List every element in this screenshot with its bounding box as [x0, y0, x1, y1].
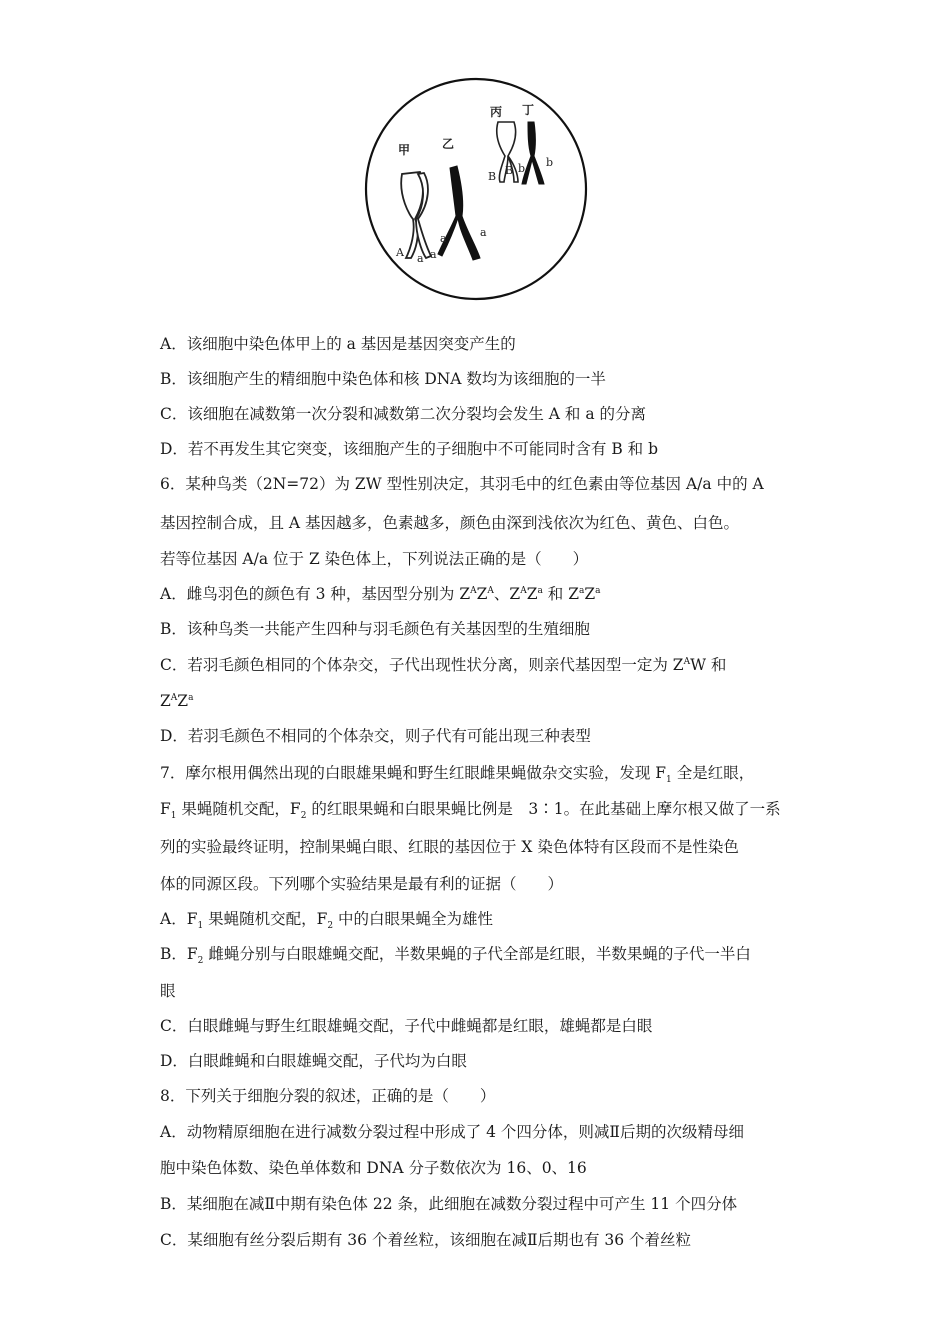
q7-option-b-1: B．$F_2$ 雌蝇分别与白眼雄蝇交配，半数果蝇的子代全部是红眼，半数果蝇的子代一半白	[160, 945, 751, 966]
label-yi: 乙	[442, 137, 455, 151]
gene-b-1: b	[518, 162, 526, 175]
q6-option-c-2: $Z^AZ^a$	[160, 692, 194, 710]
q6-stem-2: 基因控制合成，且 A 基因越多，色素越多，颜色由深到浅依次为红色、黄色、白色。	[160, 514, 740, 532]
q6-option-d: D．若羽毛颜色不相同的个体杂交，则子代有可能出现三种表型	[160, 727, 591, 745]
gene-a-yi: a	[440, 232, 447, 245]
label-bing: 丙	[490, 105, 503, 119]
q8-stem: 8．下列关于细胞分裂的叙述，正确的是（ ）	[160, 1087, 496, 1105]
q7-option-d: D．白眼雌蝇和白眼雄蝇交配，子代均为白眼	[160, 1052, 467, 1070]
chromosome-ding	[522, 122, 544, 184]
q8-option-c: C．某细胞有丝分裂后期有 36 个着丝粒，该细胞在减Ⅱ后期也有 36 个着丝粒	[160, 1231, 692, 1249]
q6-stem-3: 若等位基因 A/a 位于 Z 染色体上，下列说法正确的是（ ）	[160, 550, 589, 568]
q7-stem-3: 列的实验最终证明，控制果蝇白眼、红眼的基因位于 X 染色体特有区段而不是性染色	[160, 838, 739, 856]
q5-option-c: C．该细胞在减数第一次分裂和减数第二次分裂均会发生 A 和 a 的分离	[160, 405, 647, 423]
q6-option-b: B．该种鸟类一共能产生四种与羽毛颜色有关基因型的生殖细胞	[160, 620, 590, 638]
q7-stem-2: $F_1$ 果蝇随机交配，$F_2$ 的红眼果蝇和白眼果蝇比例是 3∶1。在此基础上摩尔根又做了一系	[160, 800, 781, 821]
q8-option-a-2: 胞中染色体数、染色单体数和 DNA 分子数依次为 16、0、16	[160, 1159, 587, 1177]
gene-a-jia-1: a	[417, 252, 424, 265]
q8-option-a-1: A．动物精原细胞在进行减数分裂过程中形成了 4 个四分体，则减Ⅱ后期的次级精母细	[160, 1123, 744, 1141]
q6-option-a: A．雌鸟羽色的颜色有 3 种，基因型分别为 $Z^AZ^A$、$Z^AZ^a$ 和 $Z^aZ^a$	[160, 585, 601, 603]
chromosome-jia	[401, 172, 431, 258]
q7-stem-4: 体的同源区段。下列哪个实验结果是最有利的证据（ ）	[160, 875, 564, 893]
q7-option-a: A．$F_1$ 果蝇随机交配，$F_2$ 中的白眼果蝇全为雄性	[160, 910, 494, 931]
chromosome-yi	[438, 166, 480, 260]
q7-option-b-2: 眼	[160, 982, 176, 1000]
q6-option-c-1: C．若羽毛颜色相同的个体杂交，子代出现性状分离，则亲代基因型一定为 $Z^AW$ 和	[160, 656, 727, 674]
q5-option-d: D．若不再发生其它突变，该细胞产生的子细胞中不可能同时含有 B 和 b	[160, 440, 659, 458]
q5-option-b: B．该细胞产生的精细胞中染色体和核 DNA 数均为该细胞的一半	[160, 370, 606, 388]
gene-a-jia-2: a	[430, 248, 437, 261]
q6-stem-1: 6．某种鸟类（2N=72）为 ZW 型性别决定，其羽毛中的红色素由等位基因 A/a 中的 A	[160, 475, 764, 493]
gene-B-2: B	[505, 164, 514, 177]
q8-option-b: B．某细胞在减Ⅱ中期有染色体 22 条，此细胞在减数分裂过程中可产生 11 个四分体	[160, 1195, 738, 1213]
q7-option-c: C．白眼雌蝇与野生红眼雄蝇交配，子代中雌蝇都是红眼，雄蝇都是白眼	[160, 1017, 653, 1035]
label-ding: 丁	[522, 103, 535, 117]
cell-diagram	[358, 76, 594, 302]
gene-B-1: B	[488, 170, 497, 183]
gene-a-yi-2: a	[480, 226, 487, 239]
q7-stem-1: 7．摩尔根用偶然出现的白眼雄果蝇和野生红眼雌果蝇做杂交实验，发现 $F_1$ 全是红眼，	[160, 764, 755, 785]
gene-b-2: b	[546, 156, 554, 169]
gene-A: A	[396, 246, 404, 259]
cell-outline	[366, 79, 586, 299]
label-jia: 甲	[398, 143, 411, 157]
q5-option-a: A．该细胞中染色体甲上的 a 基因是基因突变产生的	[160, 335, 516, 353]
